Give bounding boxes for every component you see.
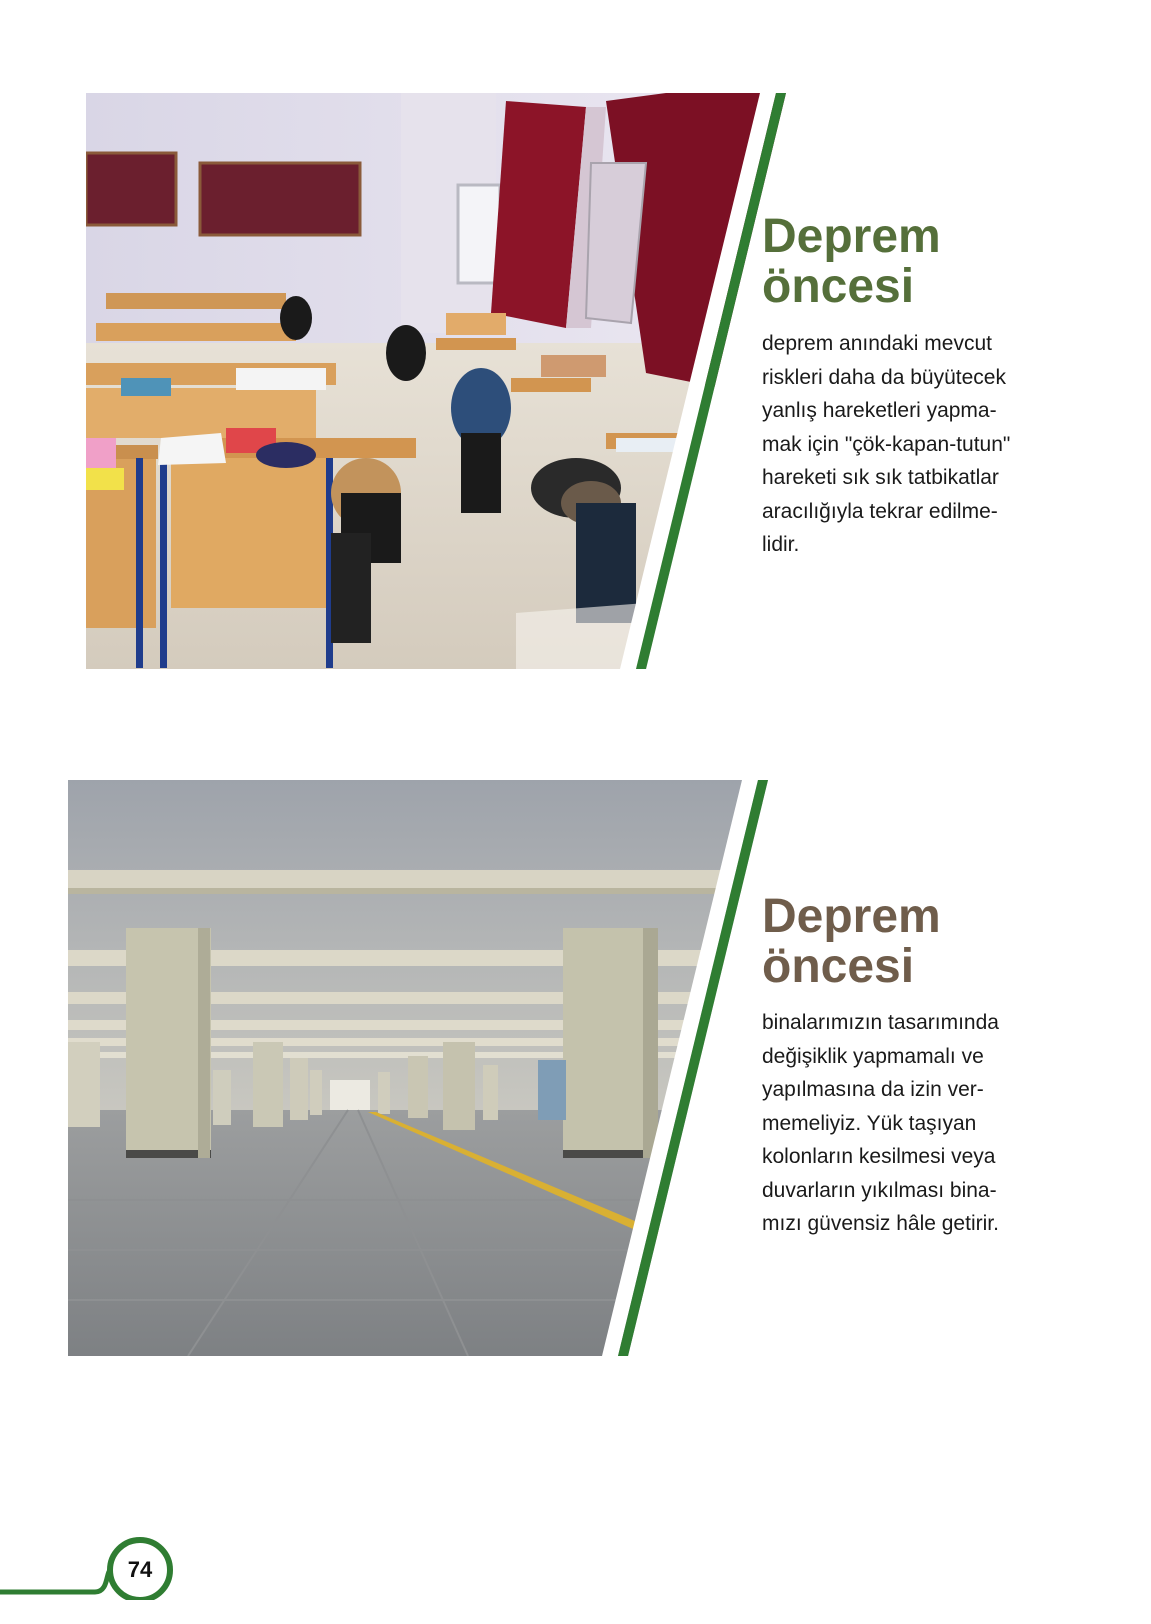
page-number: 74 [127,1557,153,1582]
section-2-body-line: memeliyiz. Yük taşıyan [762,1111,977,1135]
section-1-body-line: mak için "çök-kapan-tutun" [762,432,1011,456]
section-1-body-line: hareketi sık sık tatbikatlar [762,466,999,489]
section-1-body-line: deprem anındaki mevcut [762,332,992,355]
section-1-heading-line-2: öncesi [762,260,915,313]
section-2-heading-line-1: Deprem [762,890,941,943]
section-1-body-line: riskleri daha da büyütecek [762,365,1006,389]
section-2-body-line: duvarların yıkılması bina- [762,1178,997,1202]
section-2-body-line: değişiklik yapmamalı ve [762,1044,984,1068]
section-2-body-line: yapılmasına da izin ver- [762,1078,984,1101]
section-1-body [762,327,1052,562]
section-1-body-line: yanlış hareketleri yapma- [762,399,997,422]
page-number-decoration [0,1530,200,1600]
section-2-body-line: mızı güvensiz hâle getirir. [762,1212,999,1235]
section-1-body-line: lidir. [762,533,800,556]
section-2-body-line: kolonların kesilmesi veya [762,1145,996,1168]
parking-columns-photo [68,780,768,1360]
section-2-heading-line-2: öncesi [762,940,915,993]
section-1-heading [762,212,941,312]
section-2-heading [762,892,941,992]
section-1-heading-line-1: Deprem [762,210,941,263]
classroom-drill-photo [86,93,786,693]
section-1-body-line: aracılığıyla tekrar edilme- [762,499,998,523]
section-2-body-line: binalarımızın tasarımında [762,1011,999,1034]
section-2-body [762,1006,1052,1241]
